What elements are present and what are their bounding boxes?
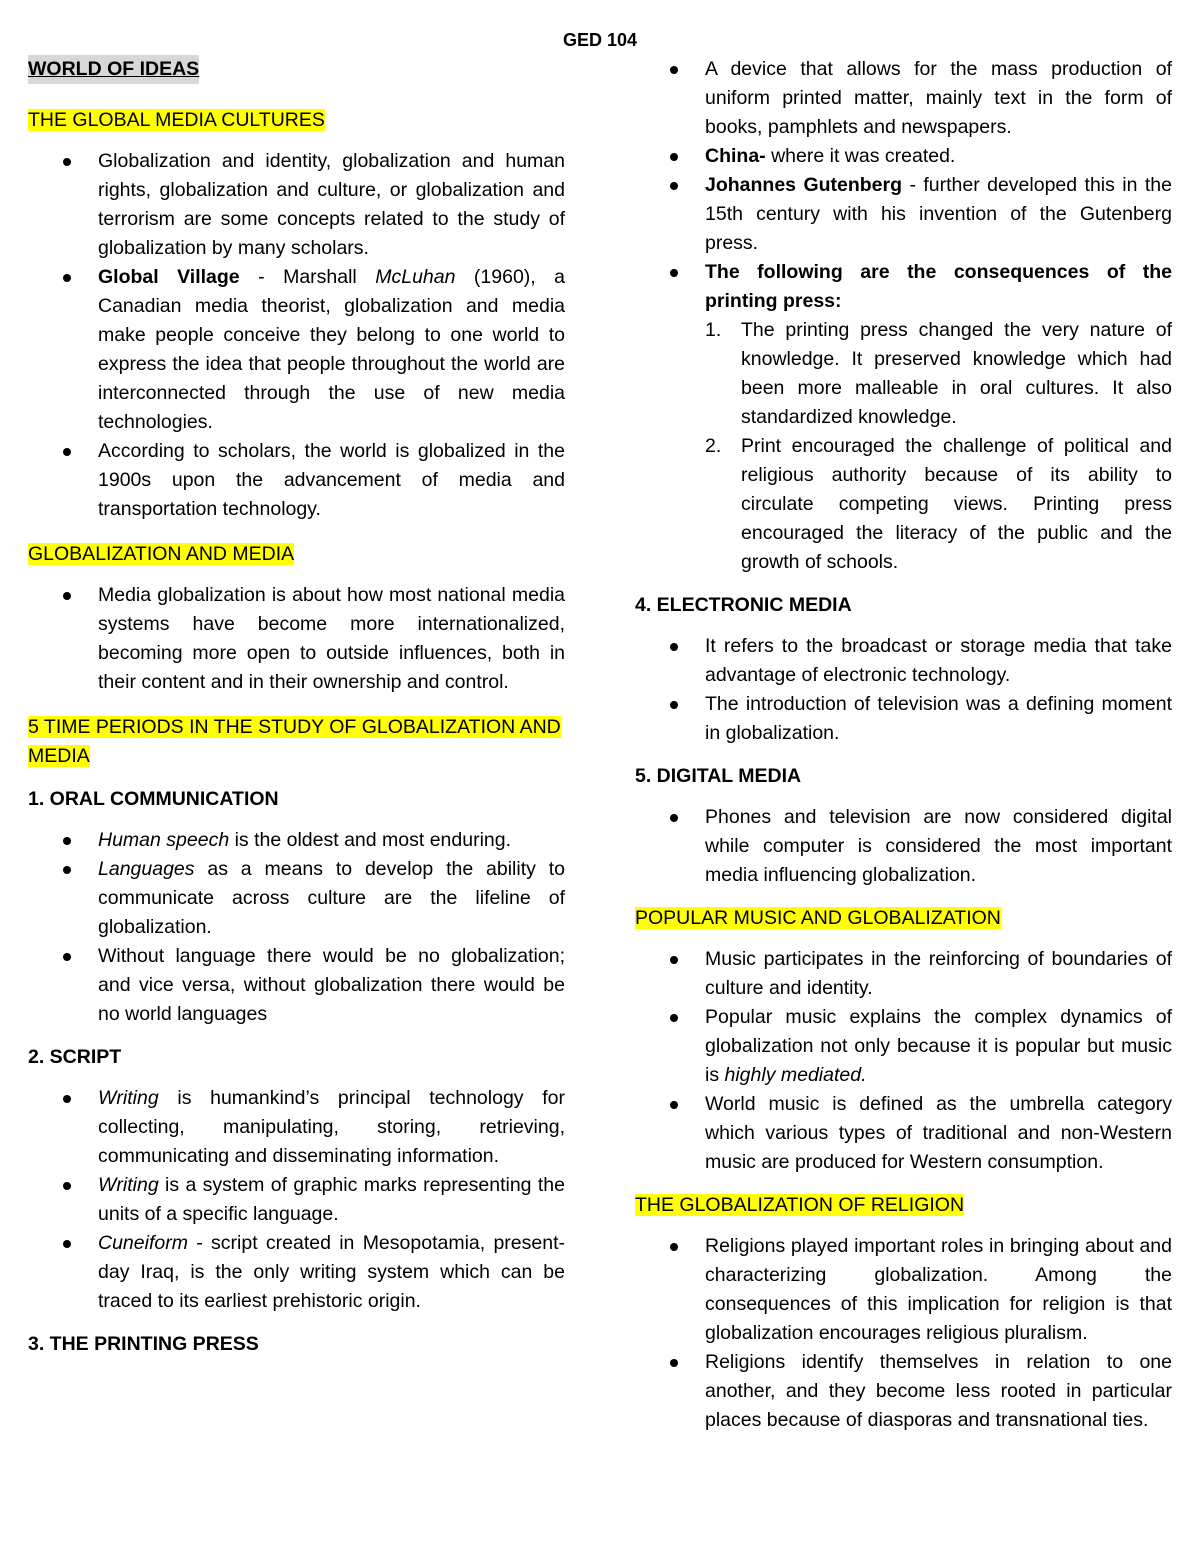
course-code: GED 104 [562, 30, 638, 50]
bullet-list [635, 1232, 1172, 1435]
bullet-list [28, 1084, 565, 1316]
period-heading-digital: 5. DIGITAL MEDIA [635, 765, 802, 787]
left-column [28, 55, 565, 1371]
section-heading-globalization-and-media: GLOBALIZATION AND MEDIA [28, 543, 295, 565]
bullet-list [635, 632, 1172, 748]
list-item: Languages as a means to develop the ability to communicate across culture are the lifeline of globalization. [28, 855, 565, 942]
bullet-list [28, 147, 565, 524]
list-item: Music participates in the reinforcing of boundaries of culture and identity. [635, 945, 1172, 1003]
list-item: Religions played important roles in bringing about and characterizing globalization. Among the consequences of this implication for religion is that globalization encourages religious pluralism. [635, 1232, 1172, 1348]
list-item: Media globalization is about how most national media systems have become more internationalized, becoming more open to outside influences, both in their content and in their ownership and control. [28, 581, 565, 697]
list-item: Globalization and identity, globalization and human rights, globalization and culture, or globalization and terrorism are some concepts related to the study of globalization by many scholars. [28, 147, 565, 263]
bullet-list [635, 803, 1172, 890]
section-heading-religion: THE GLOBALIZATION OF RELIGION [635, 1194, 965, 1216]
list-item: A device that allows for the mass production of uniform printed matter, mainly text in the form of books, pamphlets and newspapers. [635, 55, 1172, 142]
period-heading-printing-press: 3. THE PRINTING PRESS [28, 1333, 259, 1355]
bullet-list [635, 945, 1172, 1177]
list-item: Cuneiform - script created in Mesopotamia, present-day Iraq, is the only writing system which can be traced to its earliest prehistoric origin. [28, 1229, 565, 1316]
list-item: 2. Print encouraged the challenge of political and religious authority because of its ability to circulate competing views. Printing press encouraged the literacy of the public and the growth of schools. [705, 435, 1172, 573]
list-item: The following are the consequences of the printing press: [635, 258, 1172, 316]
list-item: Phones and television are now considered digital while computer is considered the most important media influencing globalization. [635, 803, 1172, 890]
list-item: Writing is humankind’s principal technology for collecting, manipulating, storing, retrieving, communicating and disseminating information. [28, 1084, 565, 1171]
list-item: China- where it was created. [635, 142, 1172, 171]
section-heading-global-media-cultures: THE GLOBAL MEDIA CULTURES [28, 109, 325, 131]
list-item: According to scholars, the world is globalized in the 1900s upon the advancement of media and transportation technology. [28, 437, 565, 524]
section-heading-time-periods: 5 TIME PERIODS IN THE STUDY OF GLOBALIZATION AND MEDIA [28, 716, 561, 767]
list-item: World music is defined as the umbrella category which various types of traditional and non-Western music are produced for Western consumption. [635, 1090, 1172, 1177]
list-item: Popular music explains the complex dynamics of globalization not only because it is popular but music is highly mediated. [635, 1003, 1172, 1090]
list-item: Without language there would be no globalization; and vice versa, without globalization there would be no world languages [28, 942, 565, 1029]
bullet-list [28, 826, 565, 1029]
list-item: It refers to the broadcast or storage media that take advantage of electronic technology. [635, 632, 1172, 690]
list-item: Writing is a system of graphic marks representing the units of a specific language. [28, 1171, 565, 1229]
bullet-list [635, 55, 1172, 316]
list-item: 1. The printing press changed the very nature of knowledge. It preserved knowledge which had been more malleable in oral cultures. It also standardized knowledge. [705, 319, 1172, 428]
bullet-list [28, 581, 565, 697]
list-item: The introduction of television was a defining moment in globalization. [635, 690, 1172, 748]
period-heading-oral: 1. ORAL COMMUNICATION [28, 788, 279, 810]
list-item: Human speech is the oldest and most enduring. [28, 826, 565, 855]
section-heading-popular-music: POPULAR MUSIC AND GLOBALIZATION [635, 907, 1001, 929]
list-item: Religions identify themselves in relation to one another, and they become less rooted in particular places because of diasporas and transnational ties. [635, 1348, 1172, 1435]
document-title: WORLD OF IDEAS [28, 55, 199, 84]
period-heading-script: 2. SCRIPT [28, 1046, 122, 1068]
list-item: Johannes Gutenberg - further developed this in the 15th century with his invention of the Gutenberg press. [635, 171, 1172, 258]
numbered-list [635, 316, 1172, 577]
right-column [635, 55, 1172, 1435]
term: Global Village [98, 266, 240, 288]
list-item: Global Village - Marshall McLuhan (1960), a Canadian media theorist, globalization and media make people conceive they belong to one world to express the idea that people throughout the world are interconnected through the use of new media technologies. [28, 263, 565, 437]
period-heading-electronic: 4. ELECTRONIC MEDIA [635, 594, 852, 616]
